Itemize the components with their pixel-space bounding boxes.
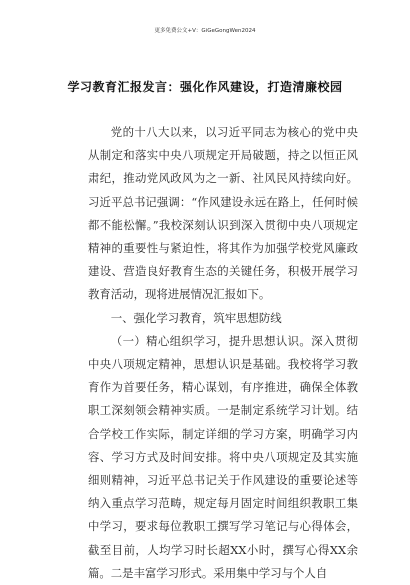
header-note: 更多免费公文+V：GiGeGongWen2024 [154,28,256,34]
document-body [88,121,358,585]
section-heading: 一、强化学习教育，筑牢思想防线 [110,310,282,325]
paragraph-subsection: （一）精心组织学习，提升思想认识。深入贯彻中央八项规定精神，思想认识是基础。我校将学习教育作为首要任务，精心谋划，有序推进，确保全体教职工深刻领会精神实质。一是制定系统学习计划。结合学校工作实际，制定详细的学习方案，明确学习内容、学习方式及时间安排。将中央八项规定及其实施细则精神，习近平总书记关于作风建设的重要论述等纳入重点学习范畴，规定每月固定时间组织教职工集中学习，要求每位教职工撰写学习笔记与心得体会，截至目前，人均学习时长超XX小时，撰写心得XX余篇。二是丰富学习形式。采用集中学习与个人自 [88,333,358,580]
paragraph-intro: 党的十八大以来，以习近平同志为核心的党中央从制定和落实中央八项规定开局破题，持之以恒正风肃纪，推动党风政风为之一新、社风民风持续向好。习近平总书记强调：“作风建设永远在路上，任何时候都不能松懈。”我校深刻认识到深入贯彻中央八项规定精神的重要性与紧迫性，将其作为加强学校党风廉政建设、营造良好教育生态的关键任务，积极开展学习教育活动，现将进展情况汇报如下。 [88,125,358,302]
document-title: 学习教育汇报发言：强化作风建设，打造清廉校园 [67,80,343,94]
